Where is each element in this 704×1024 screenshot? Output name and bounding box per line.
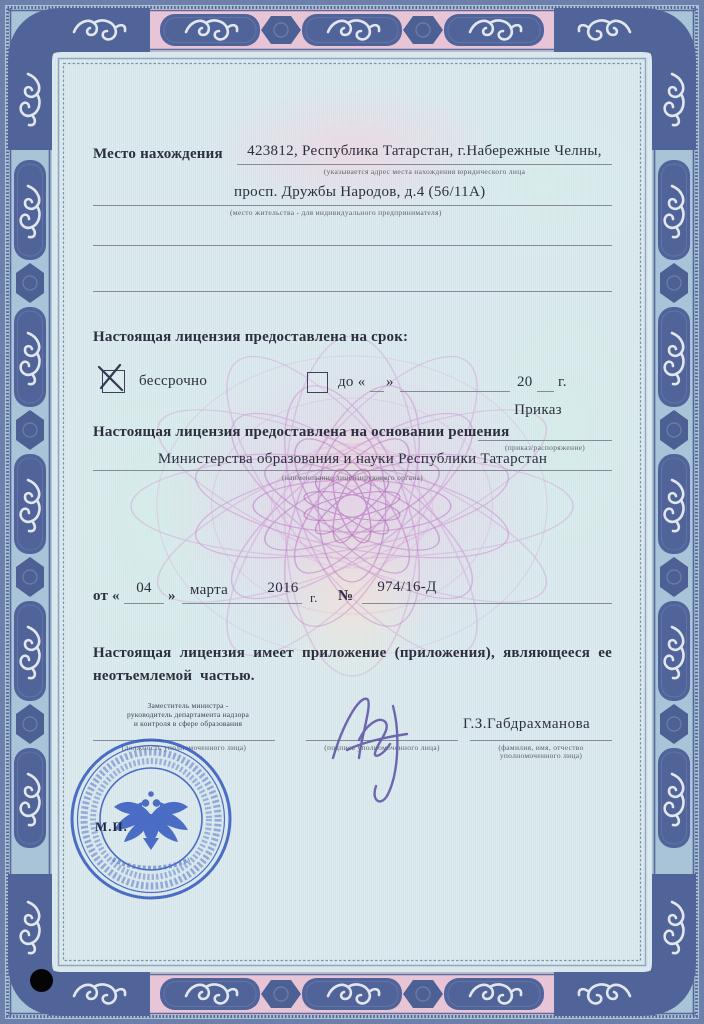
order-caption: (приказ/распоряжение)	[504, 443, 586, 452]
location-address-line1: 423812, Республика Татарстан, г.Набережные Челны,	[247, 143, 602, 159]
until-year-prefix: 20	[517, 374, 533, 390]
month-rule	[182, 603, 302, 604]
number-rule	[362, 603, 612, 604]
stamp-place-mark: М.П.	[95, 819, 128, 834]
address-line2-rule	[93, 205, 612, 206]
until-day-rule	[370, 391, 384, 392]
blank-rule-1	[93, 245, 612, 246]
until-year-suffix: г.	[558, 374, 567, 390]
perpetual-checkbox-x-mark	[94, 361, 128, 395]
order-type: Приказ	[514, 402, 562, 418]
date-close-quote: »	[168, 588, 176, 604]
address-caption2: (место жительства - для индивидуального предпринимателя)	[230, 208, 442, 217]
term-heading: Настоящая лицензия предоставлена на срок:	[93, 329, 409, 345]
name-caption-line1: (фамилия, имя, отчество	[498, 743, 584, 752]
signature-caption: (подпись уполномоченного лица)	[324, 743, 440, 752]
address-caption1: (указывается адрес места нахождения юридического лица	[323, 167, 526, 176]
name-caption-line2: уполномоченного лица)	[499, 751, 583, 760]
handwritten-signature	[305, 678, 445, 808]
perpetual-label: бессрочно	[139, 373, 208, 389]
signer-position-line1: Заместитель министра -	[147, 701, 229, 710]
appendix-clause-line2: неотъемлемой частью.	[93, 668, 255, 684]
position-caption: (должность уполномоченного лица)	[121, 743, 247, 752]
signer-name: Г.З.Габдрахманова	[463, 716, 591, 732]
number-label: №	[338, 588, 354, 604]
signer-position-line2: руководитель департамента надзора	[126, 710, 249, 719]
basis-heading: Настоящая лицензия предоставлена на основании решения	[93, 424, 510, 440]
issue-year: 2016	[267, 580, 299, 596]
appendix-clause-line1: Настоящая лицензия имеет приложение (приложения), являющееся ее	[93, 645, 612, 661]
until-year-rule	[537, 391, 554, 392]
official-round-stamp	[66, 734, 236, 904]
authority-name: Министерства образования и науки Республики Татарстан	[157, 451, 548, 467]
until-prefix: до «	[338, 374, 366, 390]
location-address-line2: просп. Дружбы Народов, д.4 (56/11А)	[234, 184, 486, 200]
hole-punch-dot	[30, 969, 53, 992]
license-number: 974/16-Д	[377, 579, 437, 595]
issue-year-suffix: г.	[310, 590, 318, 605]
date-from-label: от «	[93, 588, 120, 604]
order-rule	[478, 440, 612, 441]
day-rule	[124, 603, 164, 604]
authority-caption: (наименование лицензирующего органа)	[282, 473, 423, 482]
authority-rule	[93, 470, 612, 471]
address-line1-rule	[237, 164, 612, 165]
signer-position-line3: и контроля в сфере образования	[133, 719, 243, 728]
issue-month: марта	[189, 582, 229, 598]
name-rule	[470, 740, 612, 741]
until-month-rule	[400, 391, 510, 392]
until-checkbox	[307, 372, 328, 393]
issue-day: 04	[136, 580, 152, 596]
until-close-quote: »	[386, 374, 394, 390]
blank-rule-2	[93, 291, 612, 292]
location-label: Место нахождения	[93, 146, 223, 162]
